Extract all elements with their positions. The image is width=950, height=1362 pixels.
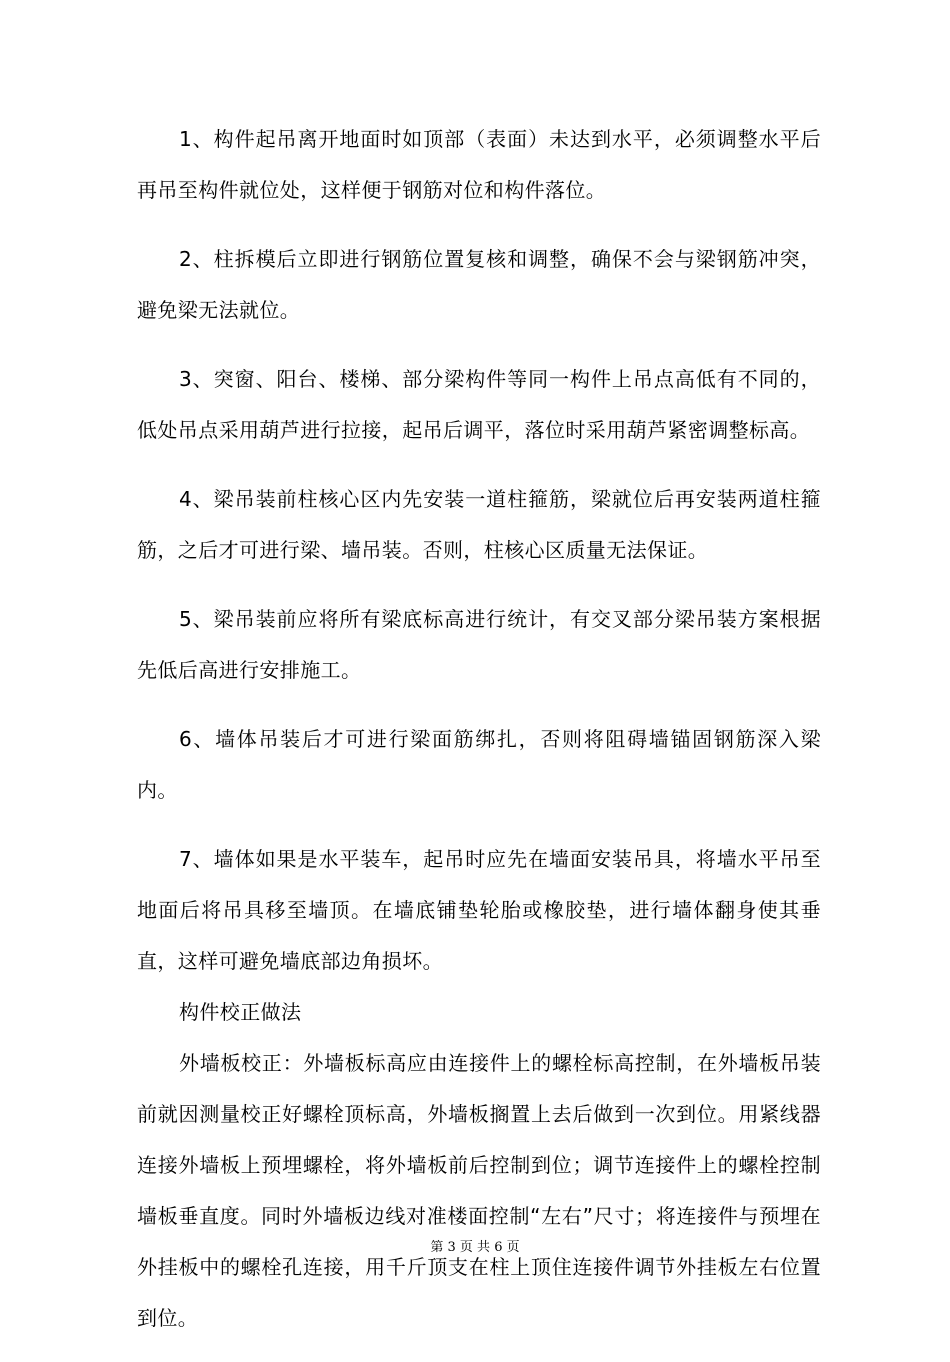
paragraph-item-5: 5、梁吊装前应将所有梁底标高进行统计，有交叉部分梁吊装方案根据先低后高进行安排施工。 (137, 607, 821, 682)
section-paragraph: 外墙板校正：外墙板标高应由连接件上的螺栓标高控制，在外墙板吊装前就因测量校正好螺栓顶标高，外墙板搁置上去后做到一次到位。用紧线器连接外墙板上预埋螺栓，将外墙板前后控制到位；调节连接件上的螺栓控制墙板垂直度。同时外墙板边线对准楼面控制“左右”尺寸；将连接件与预埋在外挂板中的螺栓孔连接，用千斤顶支在柱上顶住连接件调节外挂板左右位置到位。 (137, 1051, 821, 1330)
paragraph-item-6: 6、墙体吊装后才可进行梁面筋绑扎，否则将阻碍墙锚固钢筋深入梁内。 (137, 727, 821, 802)
section-heading: 构件校正做法 (179, 1000, 302, 1024)
paragraph-item-1: 1、构件起吊离开地面时如顶部（表面）未达到水平，必须调整水平后再吊至构件就位处，这样便于钢筋对位和构件落位。 (137, 127, 821, 202)
paragraph-item-7: 7、墙体如果是水平装车，起吊时应先在墙面安装吊具，将墙水平吊至地面后将吊具移至墙顶。在墙底铺垫轮胎或橡胶垫，进行墙体翻身使其垂直，这样可避免墙底部边角损坏。 (137, 847, 821, 973)
paragraph-item-4: 4、梁吊装前柱核心区内先安装一道柱箍筋，梁就位后再安装两道柱箍筋，之后才可进行梁、墙吊装。否则，柱核心区质量无法保证。 (137, 487, 821, 562)
paragraph-item-3: 3、突窗、阳台、楼梯、部分梁构件等同一构件上吊点高低有不同的，低处吊点采用葫芦进行拉接，起吊后调平，落位时采用葫芦紧密调整标高。 (137, 367, 821, 442)
page-number-footer: 第 3 页 共 6 页 (430, 1240, 520, 1255)
paragraph-item-2: 2、柱拆模后立即进行钢筋位置复核和调整，确保不会与梁钢筋冲突，避免梁无法就位。 (137, 247, 821, 322)
document-body (137, 114, 821, 1362)
